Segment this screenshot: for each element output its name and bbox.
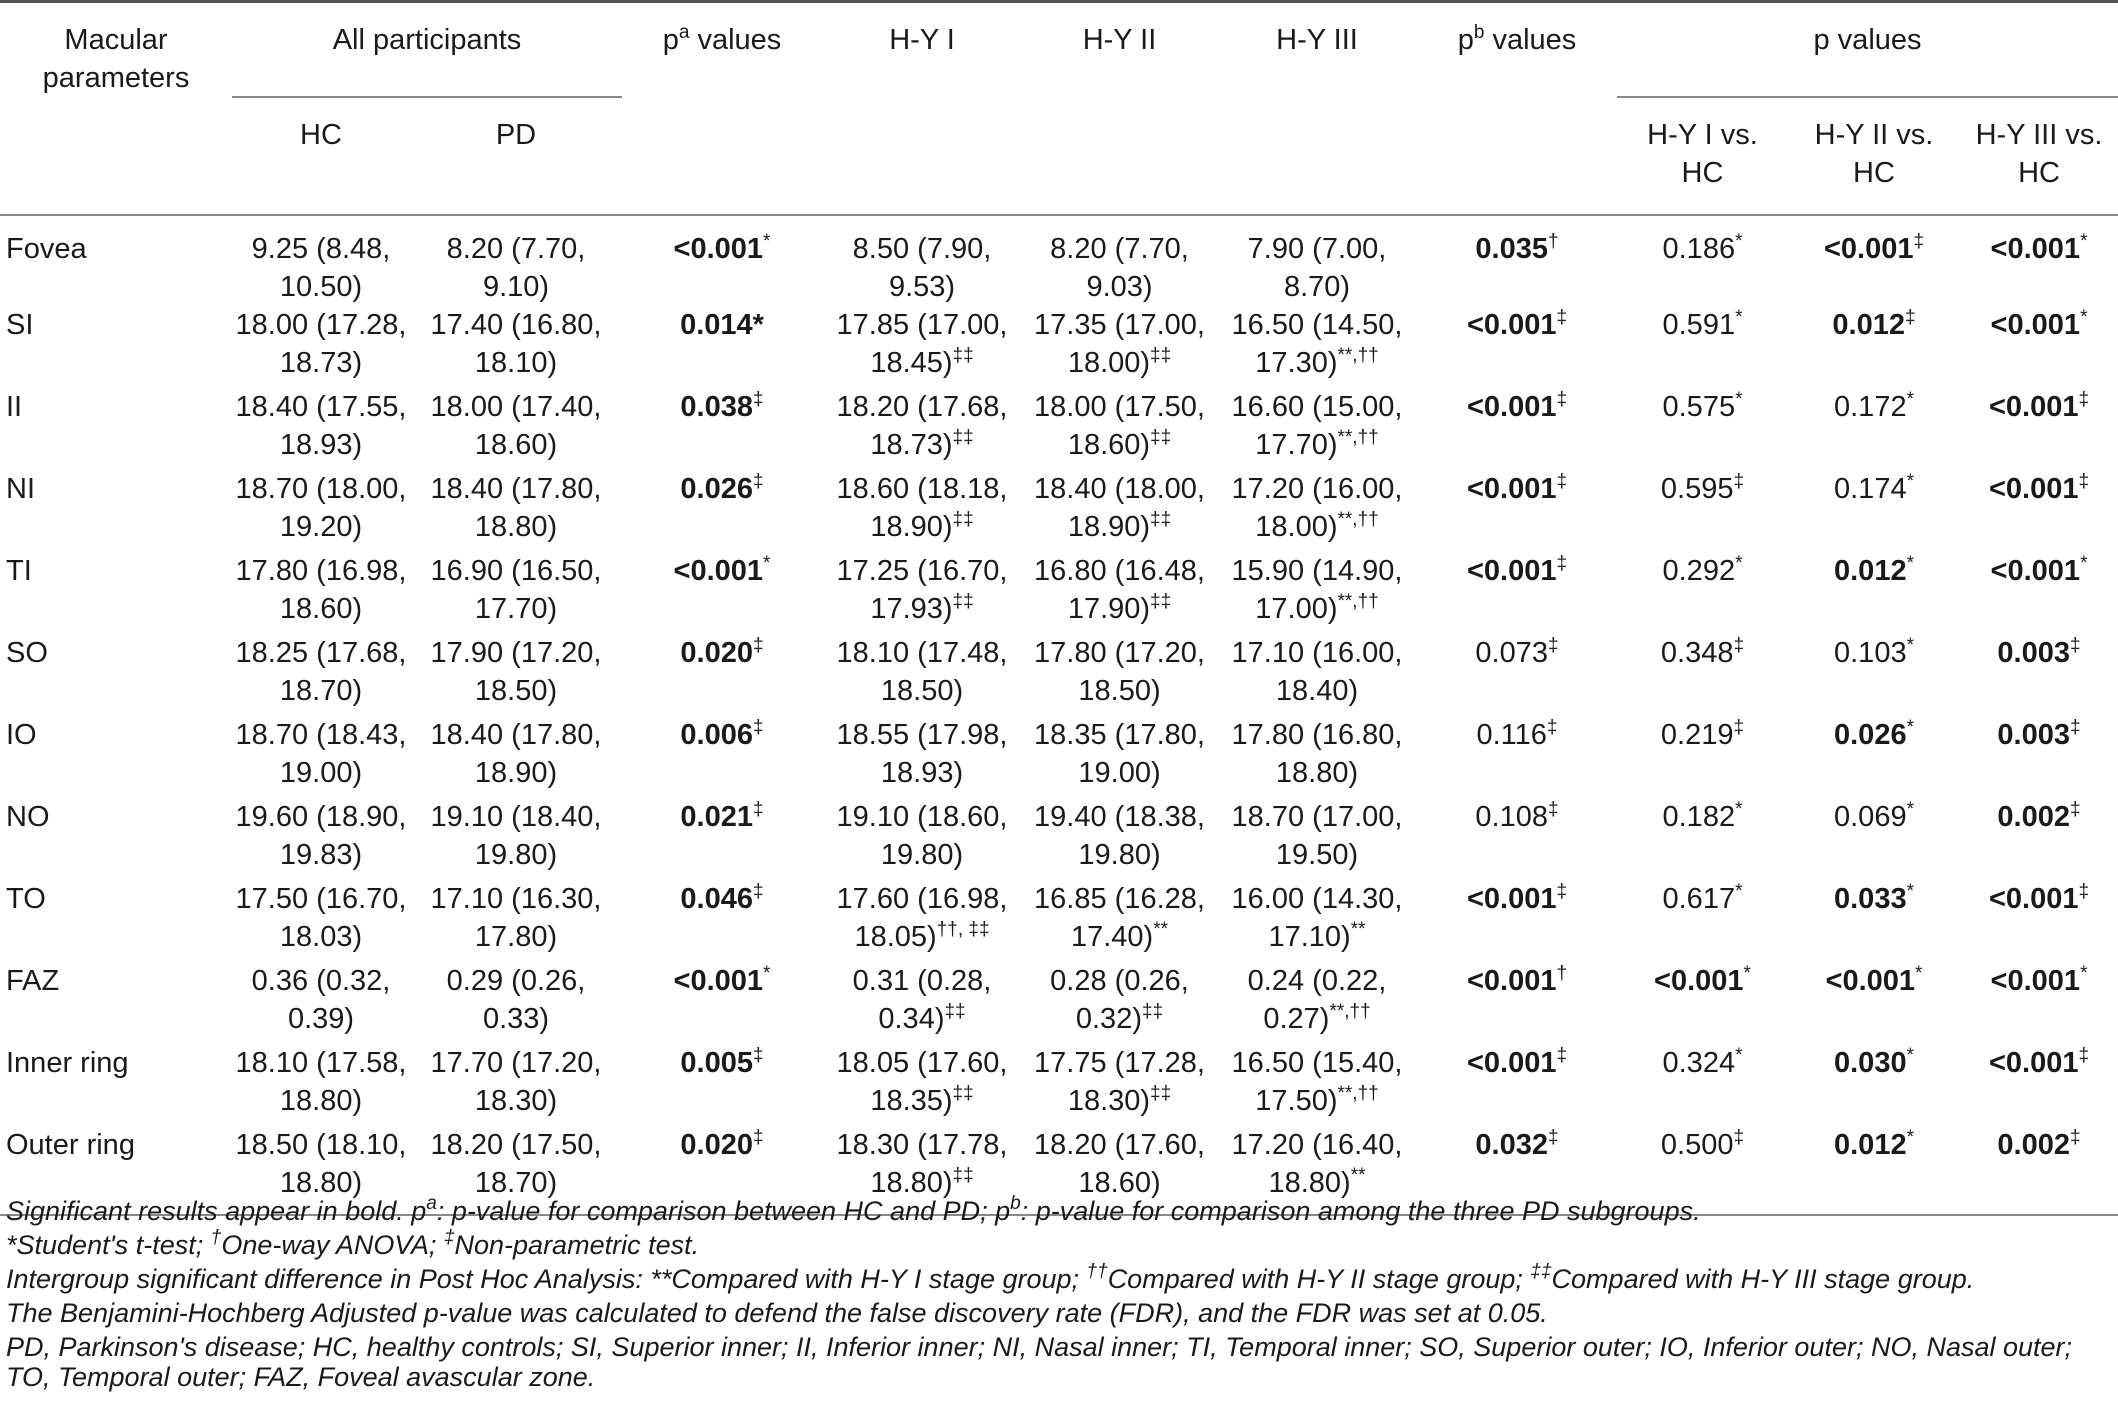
cell-pd: 19.10 (18.40, 19.80) <box>430 801 602 871</box>
cell-parameter: Outer ring <box>0 1126 232 1215</box>
cell-pd: 16.90 (16.50, 17.70) <box>430 555 602 625</box>
header-hc: HC <box>300 119 342 151</box>
cell-parameter: SO <box>6 637 48 669</box>
cell-hy2-vs-hc: 0.103* <box>1834 635 1914 669</box>
cell-hy1-vs-hc: 0.575* <box>1662 389 1743 423</box>
cell-parameter: NI <box>6 473 35 505</box>
table-row <box>0 552 2118 634</box>
cell-hy1: 19.10 (18.60, 19.80) <box>836 801 1008 871</box>
cell-pa-value: 0.038‡ <box>680 389 764 423</box>
cell-hy3-vs-hc: 0.003‡ <box>1997 635 2081 669</box>
cell-hy1: 18.10 (17.48, 18.50) <box>836 637 1008 707</box>
cell-hy2: 0.28 (0.26, 0.32)‡‡ <box>1050 965 1189 1035</box>
cell-hy1-vs-hc: 0.500‡ <box>1617 1126 1788 1215</box>
cell-hc: 18.00 (17.28, 18.73) <box>235 309 407 379</box>
cell-pa-value: <0.001* <box>673 553 771 587</box>
cell-hy3-vs-hc: <0.001* <box>1990 963 2088 997</box>
cell-hc: 19.60 (18.90, 19.83) <box>235 801 407 871</box>
cell-pb-value: 0.073‡ <box>1475 635 1559 669</box>
cell-pb-value: 0.032‡ <box>1417 1126 1617 1215</box>
cell-hy1: 17.60 (16.98, 18.05)††, ‡‡ <box>836 883 1008 953</box>
cell-hy3: 7.90 (7.00, 8.70) <box>1247 233 1387 303</box>
cell-hy2: 18.40 (18.00, 18.90)‡‡ <box>1034 473 1205 543</box>
cell-hy2: 18.20 (17.60, 18.60) <box>1022 1126 1217 1215</box>
cell-hy2: 17.80 (17.20, 18.50) <box>1034 637 1205 707</box>
cell-pa-value: 0.026‡ <box>680 471 764 505</box>
cell-hy1-vs-hc: 0.186* <box>1662 231 1743 265</box>
cell-hy2: 18.00 (17.50, 18.60)‡‡ <box>1034 391 1205 461</box>
cell-pb-value: <0.001‡ <box>1466 1045 1568 1079</box>
cell-parameter: IO <box>6 719 37 751</box>
cell-hy1: 8.50 (7.90, 9.53) <box>852 233 992 303</box>
cell-hy2-vs-hc: 0.026* <box>1834 717 1914 751</box>
cell-hy1-vs-hc: 0.595‡ <box>1660 471 1745 505</box>
cell-pb-value: 0.035† <box>1475 231 1559 265</box>
table-row <box>0 388 2118 470</box>
footnote-post-hoc: Intergroup significant difference in Post Hoc Analysis: **Compared with H-Y I stage group; ††Compared with H-Y II stage group; ‡‡Compared with H-Y III stage group. <box>6 1261 1975 1294</box>
cell-hc: 17.50 (16.70, 18.03) <box>235 883 407 953</box>
cell-hy2-vs-hc: <0.001* <box>1825 963 1923 997</box>
table-row <box>0 215 2118 306</box>
cell-hy3: 17.20 (16.40, 18.80)** <box>1217 1126 1417 1215</box>
cell-hy3: 16.60 (15.00, 17.70)**,†† <box>1231 391 1403 461</box>
cell-hy2-vs-hc: 0.012* <box>1788 1126 1960 1215</box>
cell-pd: 17.90 (17.20, 18.50) <box>430 637 602 707</box>
cell-hy3-vs-hc: <0.001* <box>1990 231 2088 265</box>
cell-hy3-vs-hc: 0.002‡ <box>1960 1126 2118 1215</box>
table-row <box>0 306 2118 388</box>
cell-pd: 18.20 (17.50, 18.70) <box>410 1126 622 1215</box>
cell-hy1-vs-hc: 0.182* <box>1662 799 1743 833</box>
cell-pa-value: 0.020‡ <box>680 635 764 669</box>
cell-pa-value: 0.014* <box>680 309 764 341</box>
cell-hc: 18.25 (17.68, 18.70) <box>235 637 407 707</box>
cell-parameter: FAZ <box>6 965 60 997</box>
header-hy3: H-Y III <box>1217 2 1417 98</box>
cell-parameter: NO <box>6 801 50 833</box>
cell-hy1: 17.25 (16.70, 17.93)‡‡ <box>836 555 1008 625</box>
cell-hy3-vs-hc: <0.001‡ <box>1988 389 2090 423</box>
table-body <box>0 215 2118 1215</box>
cell-parameter: Fovea <box>6 233 87 265</box>
cell-hy3-vs-hc: <0.001‡ <box>1988 881 2090 915</box>
cell-hy1-vs-hc: 0.324* <box>1662 1045 1743 1079</box>
header-hy1: H-Y I <box>822 2 1022 98</box>
cell-hy3-vs-hc: <0.001‡ <box>1988 1045 2090 1079</box>
cell-hc: 17.80 (16.98, 18.60) <box>235 555 407 625</box>
table-footnotes <box>6 1193 2106 1392</box>
header-hy3-vs-hc: H-Y III vs. HC <box>1975 119 2103 189</box>
cell-pb-value: <0.001‡ <box>1466 881 1568 915</box>
footnote-fdr: The Benjamini-Hochberg Adjusted p-value was calculated to defend the false discovery rate (FDR), and the FDR was set at 0.05. <box>6 1298 1548 1328</box>
cell-pa-value: 0.005‡ <box>680 1045 764 1079</box>
cell-pa-value: 0.006‡ <box>680 717 764 751</box>
header-hy1-vs-hc: H-Y I vs. HC <box>1647 119 1758 189</box>
cell-hy1-vs-hc: 0.591* <box>1662 307 1743 341</box>
cell-pd: 18.00 (17.40, 18.60) <box>430 391 602 461</box>
cell-pa-value: <0.001* <box>673 231 771 265</box>
cell-pd: 0.29 (0.26, 0.33) <box>446 965 586 1035</box>
cell-hy3: 17.80 (16.80, 18.80) <box>1231 719 1403 789</box>
cell-hy2: 18.35 (17.80, 19.00) <box>1034 719 1205 789</box>
cell-hy1: 18.55 (17.98, 18.93) <box>836 719 1008 789</box>
cell-pa-value: <0.001* <box>673 963 771 997</box>
table-row <box>0 798 2118 880</box>
cell-hy3: 15.90 (14.90, 17.00)**,†† <box>1231 555 1403 625</box>
cell-hy2: 16.80 (16.48, 17.90)‡‡ <box>1034 555 1205 625</box>
cell-pa-value: 0.020‡ <box>622 1126 822 1215</box>
cell-hy3: 17.10 (16.00, 18.40) <box>1231 637 1403 707</box>
cell-hy3-vs-hc: <0.001* <box>1990 307 2088 341</box>
cell-hy3-vs-hc: 0.002‡ <box>1997 799 2081 833</box>
header-all-participants: All participants <box>232 2 622 98</box>
cell-hy1: 18.60 (18.18, 18.90)‡‡ <box>836 473 1008 543</box>
table-row <box>0 634 2118 716</box>
cell-pb-value: <0.001‡ <box>1466 307 1568 341</box>
cell-parameter: SI <box>6 309 34 341</box>
cell-hy3-vs-hc: <0.001‡ <box>1988 471 2090 505</box>
cell-hc: 0.36 (0.32, 0.39) <box>251 965 391 1035</box>
table-row <box>0 962 2118 1044</box>
cell-hc: 9.25 (8.48, 10.50) <box>251 233 391 303</box>
cell-hc: 18.70 (18.43, 19.00) <box>235 719 407 789</box>
cell-pa-value: 0.046‡ <box>680 881 764 915</box>
cell-hy2-vs-hc: 0.012‡ <box>1832 307 1916 341</box>
cell-hy2: 17.35 (17.00, 18.00)‡‡ <box>1034 309 1205 379</box>
cell-hy1: 18.20 (17.68, 18.73)‡‡ <box>836 391 1008 461</box>
cell-hy1: 18.05 (17.60, 18.35)‡‡ <box>836 1047 1008 1117</box>
cell-hy2: 17.75 (17.28, 18.30)‡‡ <box>1034 1047 1205 1117</box>
table-row <box>0 470 2118 552</box>
cell-hy2-vs-hc: 0.030* <box>1834 1045 1914 1079</box>
cell-hc: 18.40 (17.55, 18.93) <box>235 391 407 461</box>
footnote-significance: Significant results appear in bold. $p^a$: p-value for comparison between HC and PD; $p^b$: p-value for comparison among the three PD subgroups. <box>6 1193 1701 1226</box>
cell-hy1: 17.85 (17.00, 18.45)‡‡ <box>836 309 1008 379</box>
cell-hy2-vs-hc: 0.172* <box>1834 389 1914 423</box>
cell-hy2: 19.40 (18.38, 19.80) <box>1034 801 1205 871</box>
footnote-abbreviations: PD, Parkinson's disease; HC, healthy controls; SI, Superior inner; II, Inferior inner; NI, Nasal inner; TI, Temporal inner; SO, Superior outer; IO, Inferior outer; NO, Nasal outer; TO, Temporal outer; FAZ, Foveal avascular zone. <box>6 1332 2073 1392</box>
header-pa-values: $p^a$ values <box>622 2 822 98</box>
cell-pd: 17.10 (16.30, 17.80) <box>430 883 602 953</box>
header-hy2: H-Y II <box>1022 2 1217 98</box>
cell-hy1-vs-hc: 0.292* <box>1662 553 1743 587</box>
header-pd: PD <box>495 119 537 151</box>
cell-pd: 17.40 (16.80, 18.10) <box>430 309 602 379</box>
cell-pb-value: 0.108‡ <box>1475 799 1559 833</box>
cell-hc: 18.70 (18.00, 19.20) <box>235 473 407 543</box>
cell-hy2-vs-hc: 0.174* <box>1834 471 1914 505</box>
cell-hy1-vs-hc: <0.001* <box>1654 963 1751 997</box>
cell-hy3: 16.50 (15.40, 17.50)**,†† <box>1231 1047 1403 1117</box>
cell-pb-value: <0.001† <box>1466 963 1568 997</box>
header-hy2-vs-hc: H-Y II vs. HC <box>1814 119 1934 189</box>
cell-hy1-vs-hc: 0.348‡ <box>1660 635 1745 669</box>
cell-pb-value: <0.001‡ <box>1466 553 1568 587</box>
table-row <box>0 716 2118 798</box>
header-pb-values: $p^b$ values <box>1417 2 1617 98</box>
cell-hc: 18.50 (18.10, 18.80) <box>232 1126 410 1215</box>
cell-parameter: TI <box>6 555 32 587</box>
cell-hy2-vs-hc: 0.069* <box>1834 799 1914 833</box>
table-row <box>0 880 2118 962</box>
cell-hy3: 0.24 (0.22, 0.27)**,†† <box>1247 965 1387 1035</box>
cell-pd: 8.20 (7.70, 9.10) <box>446 233 586 303</box>
cell-pb-value: <0.001‡ <box>1466 389 1568 423</box>
cell-hy3: 17.20 (16.00, 18.00)**,†† <box>1231 473 1403 543</box>
cell-pb-value: <0.001‡ <box>1466 471 1568 505</box>
header-p-values: p values <box>1617 2 2118 98</box>
cell-hy3: 18.70 (17.00, 19.50) <box>1231 801 1403 871</box>
cell-parameter: II <box>6 391 23 423</box>
cell-pd: 18.40 (17.80, 18.90) <box>430 719 602 789</box>
cell-hy3-vs-hc: 0.003‡ <box>1997 717 2081 751</box>
cell-hy2: 8.20 (7.70, 9.03) <box>1050 233 1189 303</box>
cell-hy1: 0.31 (0.28, 0.34)‡‡ <box>852 965 992 1035</box>
cell-hc: 18.10 (17.58, 18.80) <box>235 1047 407 1117</box>
cell-hy1-vs-hc: 0.219‡ <box>1660 717 1745 751</box>
cell-hy2: 16.85 (16.28, 17.40)** <box>1034 883 1205 953</box>
cell-hy3: 16.50 (14.50, 17.30)**,†† <box>1231 309 1403 379</box>
cell-parameter: Inner ring <box>6 1047 129 1079</box>
cell-hy3: 16.00 (14.30, 17.10)** <box>1231 883 1403 953</box>
cell-hy3-vs-hc: <0.001* <box>1990 553 2088 587</box>
cell-pd: 18.40 (17.80, 18.80) <box>430 473 602 543</box>
cell-parameter: TO <box>6 883 46 915</box>
cell-hy2-vs-hc: 0.012* <box>1834 553 1914 587</box>
table-row <box>0 1044 2118 1126</box>
footnote-tests: *Student's t-test; †One-way ANOVA; ‡Non-parametric test. <box>6 1227 700 1260</box>
cell-hy1: 18.30 (17.78, 18.80)‡‡ <box>822 1126 1022 1215</box>
cell-pb-value: 0.116‡ <box>1476 717 1558 751</box>
cell-pd: 17.70 (17.20, 18.30) <box>430 1047 602 1117</box>
header-macular-parameters: Macular parameters <box>0 2 232 98</box>
cell-hy1-vs-hc: 0.617* <box>1662 881 1743 915</box>
cell-hy2-vs-hc: 0.033* <box>1834 881 1914 915</box>
cell-hy2-vs-hc: <0.001‡ <box>1823 231 1925 265</box>
cell-pa-value: 0.021‡ <box>680 799 764 833</box>
